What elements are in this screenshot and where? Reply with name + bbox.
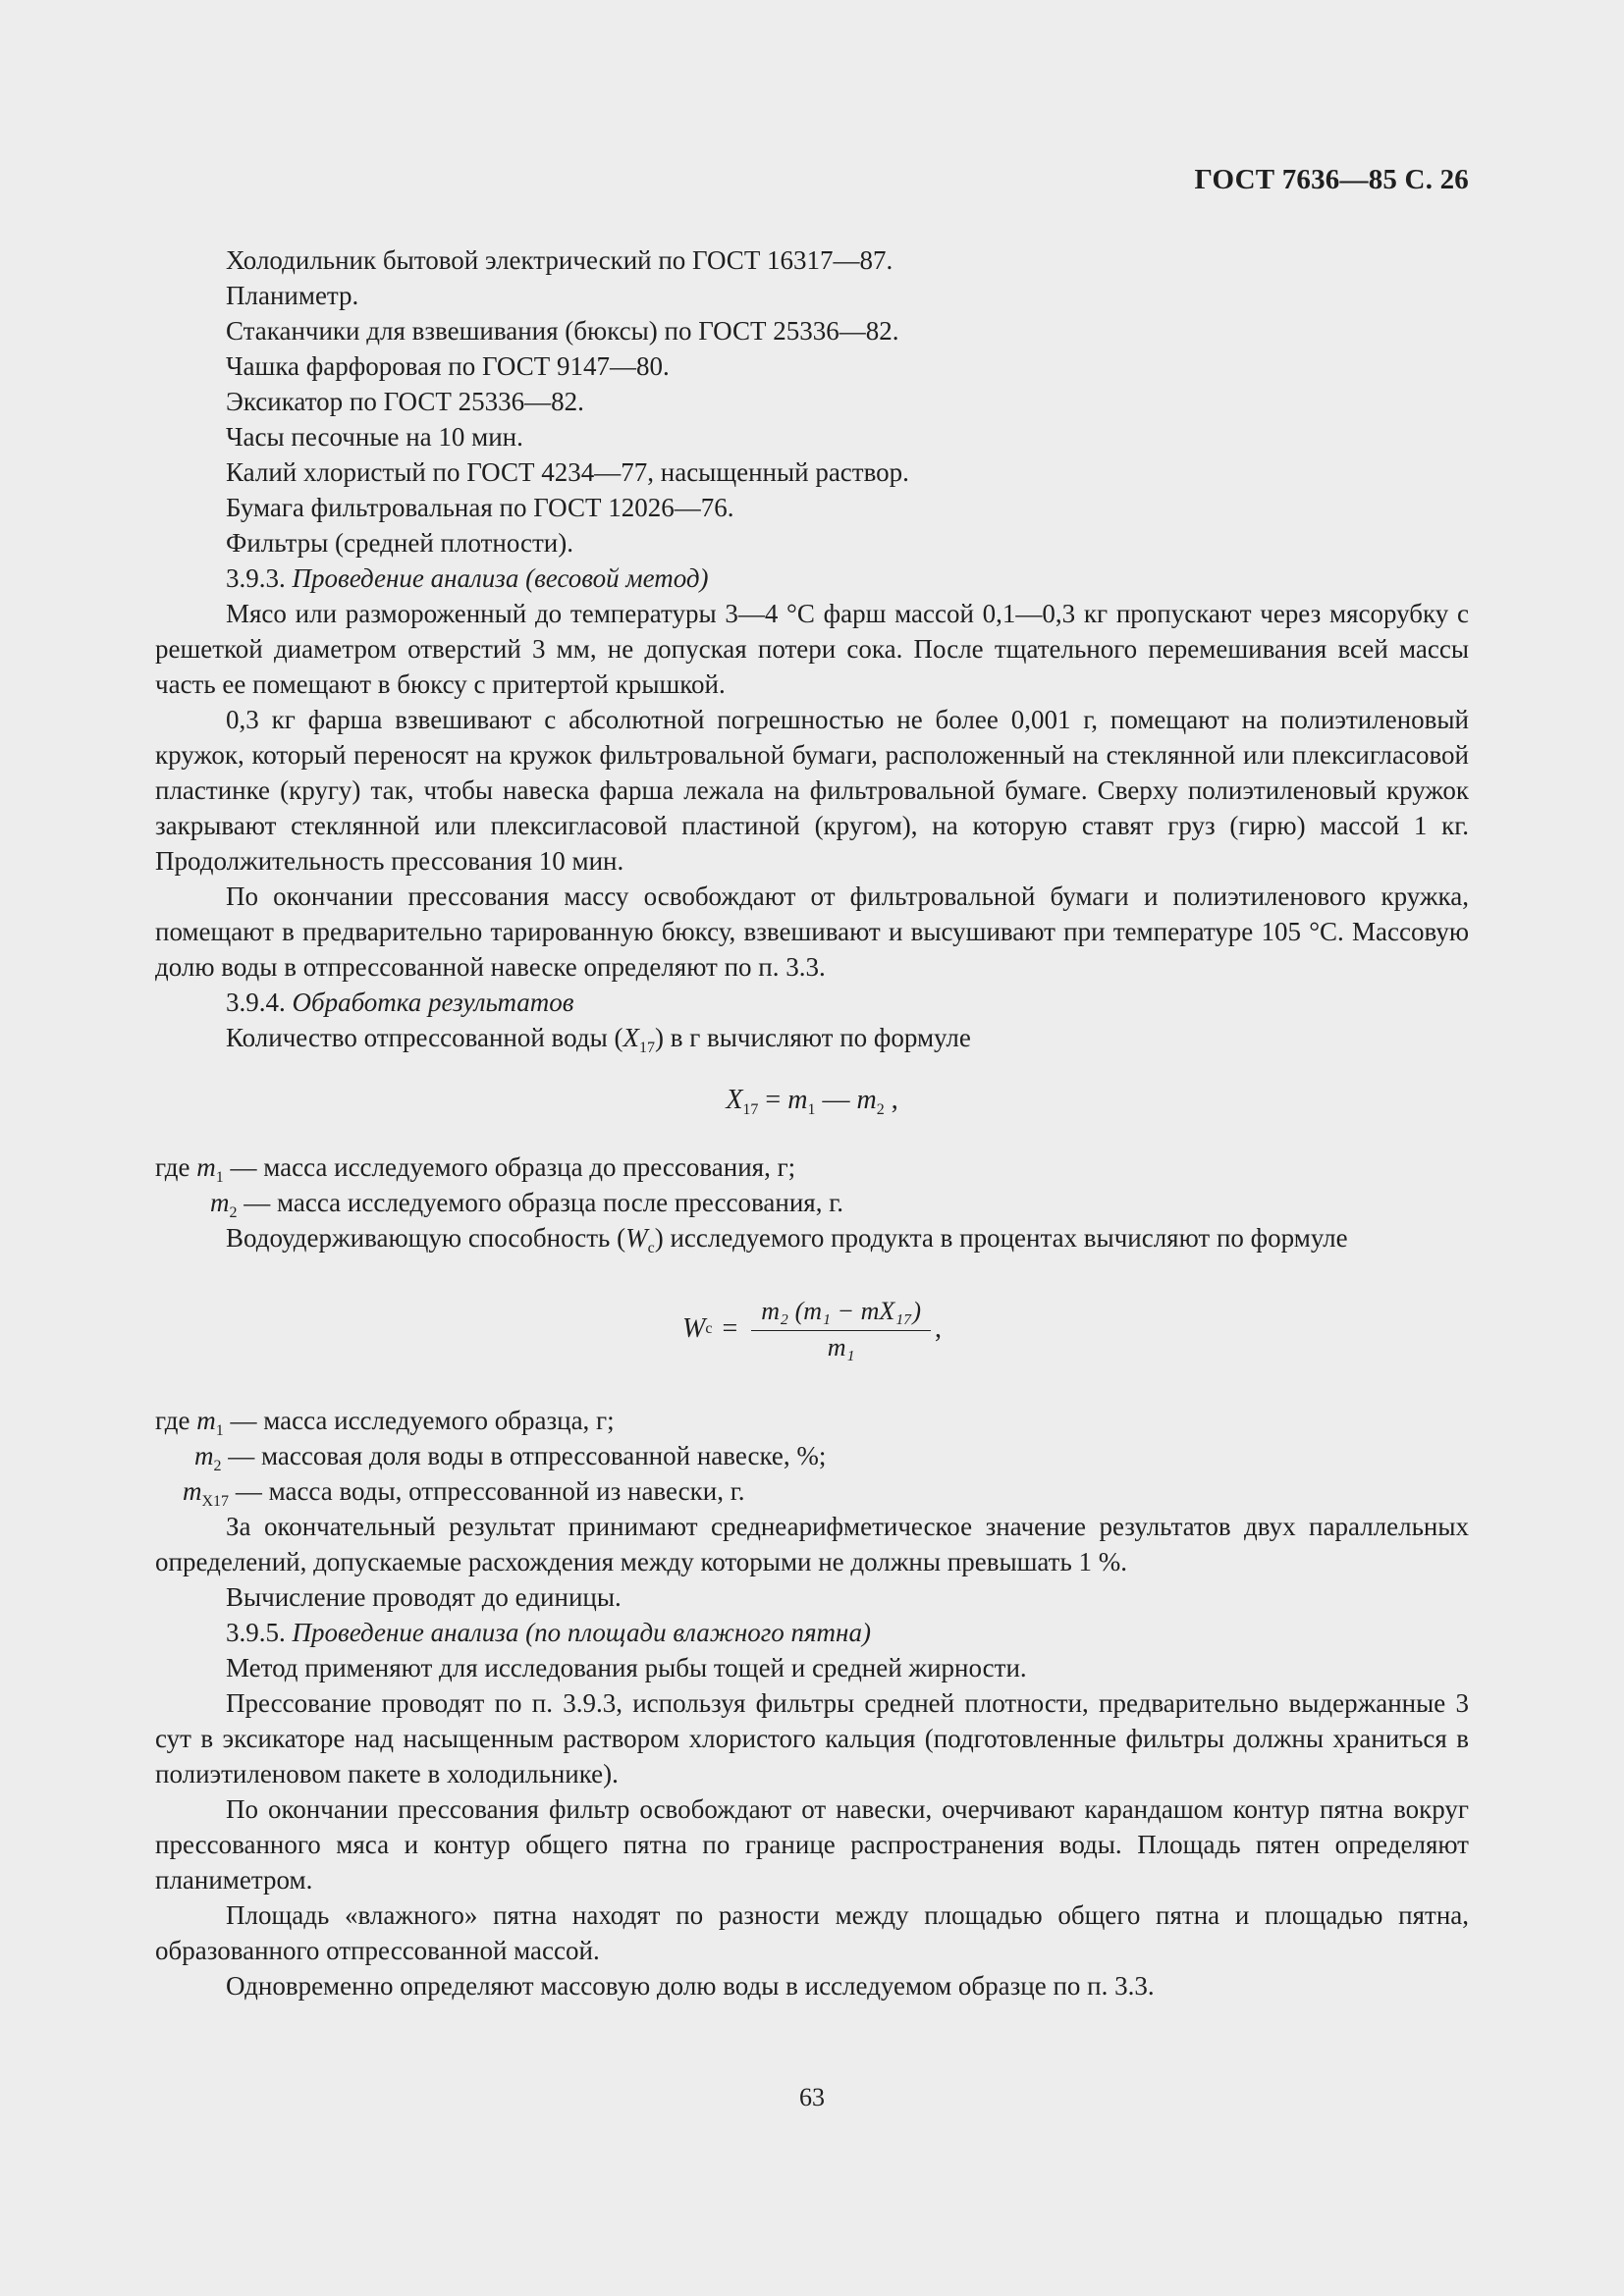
section-title: Проведение анализа (по площади влажного пятна) [292, 1618, 871, 1647]
formula-x17: $X_{17} = m_1$ — $m_2$ , [726, 1085, 898, 1118]
equipment-item: Калий хлористый по ГОСТ 4234—77, насыщенный раствор. [226, 457, 909, 487]
paragraph: По окончании прессования массу освобождают от фильтровальной бумаги и полиэтиленового кружка, помещают в предварительно тарированную бюксу, взвешивают и высушивают при температуре 105 °С. Массовую долю воды в отпрессованной навеске определяют по п. 3.3. [155, 881, 1469, 982]
paragraph: Мясо или размороженный до температуры 3—4 °С фарш массой 0,1—0,3 кг пропускают через мясорубку с решеткой диаметром отверстий 3 мм, не допуская потери сока. После тщательного перемешивания всей массы часть ее помещают в бюксу с притертой крышкой. [155, 599, 1469, 699]
definition: $m_{X17}$ — масса воды, отпрессованной из навески, г. [183, 1476, 745, 1510]
section-number: 3.9.4. [226, 988, 286, 1017]
equipment-item: Чашка фарфоровая по ГОСТ 9147—80. [226, 351, 670, 381]
page-header: ГОСТ 7636—85 С. 26 [1194, 164, 1469, 195]
page-number: 63 [799, 2083, 825, 2111]
paragraph: 0,3 кг фарша взвешивают с абсолютной погрешностью не более 0,001 г, помещают на полиэтиленовый кружок, который переносят на кружок фильтровальной бумаги, расположенный на стеклянной или плексигласовой пластинке (кругу) так, чтобы навеска фарша лежала на фильтровальной бумаге. Сверху полиэтиленовый кружок закрывают стеклянной или плексигласовой пластиной (кругом), на которую ставят груз (гирю) массой 1 кг. Продолжительность прессования 10 мин. [155, 705, 1469, 876]
definition: $m_2$ — масса исследуемого образца после прессования, г. [210, 1188, 843, 1221]
paragraph: Прессование проводят по п. 3.9.3, используя фильтры средней плотности, предварительно выдержанные 3 сут в эксикаторе над насыщенным раствором хлористого кальция (подготовленные фильтры должны храниться в полиэтиленовом пакете в холодильнике). [155, 1688, 1469, 1789]
paragraph: Площадь «влажного» пятна находят по разности между площадью общего пятна и площадью пятна, образованного отпрессованной массой. [155, 1900, 1469, 1965]
section-heading-3-9-5 [155, 1615, 1469, 1650]
paragraph: За окончательный результат принимают среднеарифметическое значение результатов двух параллельных определений, допускаемые расхождения между которыми не должны превышать 1 %. [155, 1512, 1469, 1576]
paragraph: Водоудерживающую способность $(W_с)$ исследуемого продукта в процентах вычисляют по формуле [226, 1223, 1348, 1256]
section-title: Обработка результатов [292, 988, 574, 1017]
section-title: Проведение анализа (весовой метод) [292, 563, 709, 593]
equipment-item: Эксикатор по ГОСТ 25336—82. [226, 387, 584, 416]
formula-wc: W с = $\frac{\text{m₂ (m₁ − mX₁₇)}}{\text{m₁}}$ , [682, 1296, 942, 1362]
definition: $m_2$ — массовая доля воды в отпрессованной навеске, %; [194, 1441, 827, 1474]
page-content [155, 242, 1469, 2003]
equipment-item: Фильтры (средней плотности). [226, 528, 573, 558]
paragraph: Количество отпрессованной воды $(X_{17})$ в г вычисляют по формуле [226, 1023, 971, 1056]
equipment-item: Планиметр. [226, 281, 359, 310]
paragraph: Одновременно определяют массовую долю воды в исследуемом образце по п. 3.3. [226, 1971, 1155, 2001]
equipment-item: Холодильник бытовой электрический по ГОСТ 16317—87. [226, 245, 893, 275]
section-number: 3.9.5. [226, 1618, 286, 1647]
equipment-item: Часы песочные на 10 мин. [226, 422, 523, 452]
section-heading-3-9-4 [155, 985, 1469, 1020]
definition: где $m_1$ — масса исследуемого образца до прессования, г; [155, 1152, 796, 1186]
paragraph: По окончании прессования фильтр освобождают от навески, очерчивают карандашом контур пятна вокруг прессованного мяса и контур общего пятна по границе распространения воды. Площадь пятен определяют планиметром. [155, 1794, 1469, 1895]
definition: где $m_1$ — масса исследуемого образца, г; [155, 1406, 615, 1439]
equipment-item: Бумага фильтровальная по ГОСТ 12026—76. [226, 493, 734, 522]
paragraph: Вычисление проводят до единицы. [226, 1582, 622, 1612]
fraction [751, 1297, 931, 1362]
paragraph: Метод применяют для исследования рыбы тощей и средней жирности. [226, 1653, 1027, 1682]
section-number: 3.9.3. [226, 563, 286, 593]
section-heading-3-9-3 [155, 561, 1469, 596]
equipment-item: Стаканчики для взвешивания (бюксы) по ГОСТ 25336—82. [226, 316, 899, 346]
fraction-numerator: m₂ (m₁ − mX₁₇) [751, 1297, 931, 1331]
fraction-denominator: m₁ [827, 1332, 855, 1362]
